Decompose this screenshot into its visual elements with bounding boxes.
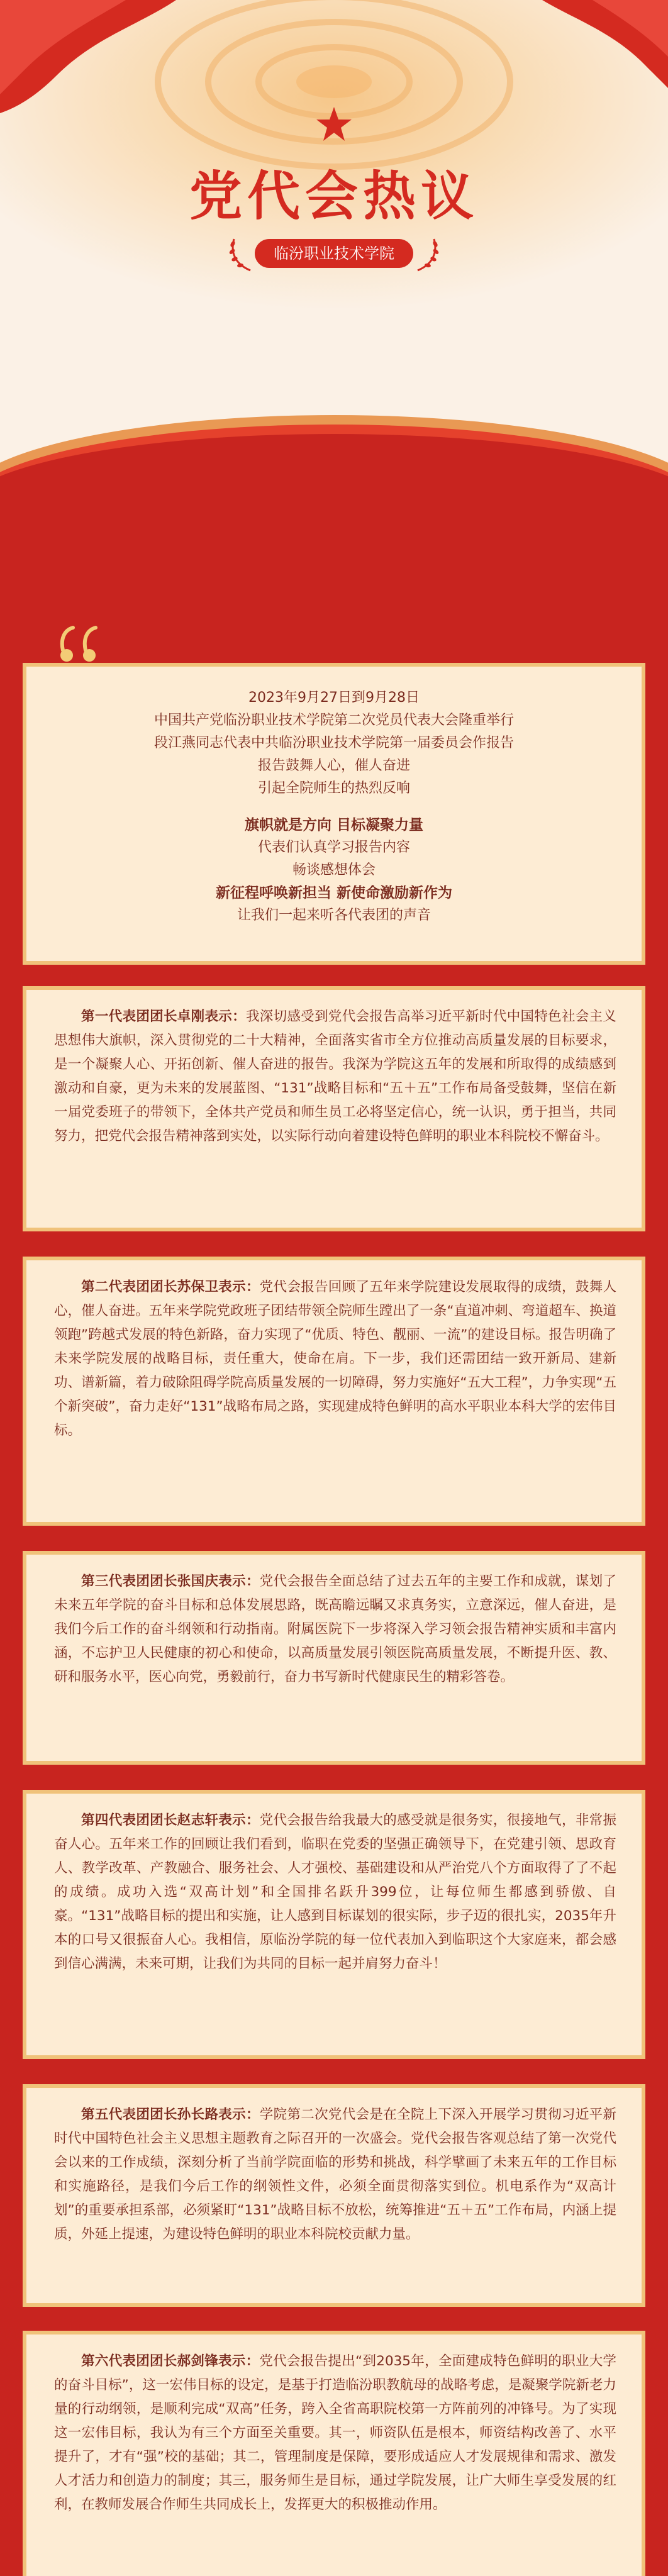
intro-line: 段江燕同志代表中共临汾职业技术学院第一届委员会作报告	[153, 735, 514, 751]
intro-line: 畅谈感想体会	[292, 862, 376, 878]
hero-banner	[0, 0, 668, 516]
intro-line: 让我们一起来听各代表团的声音	[237, 908, 431, 923]
page-title: 党代会热议	[189, 165, 479, 227]
intro-line: 报告鼓舞人心，催人奋进	[257, 758, 410, 774]
intro-line: 中国共产党临汾职业技术学院第二次党员代表大会隆重举行	[153, 713, 514, 728]
delegation-card-6	[23, 2331, 645, 2576]
intro-date: 2023年9月27日到9月28日	[248, 690, 420, 706]
speaker-name: 第一代表团团长卓刚表示：	[81, 1009, 246, 1024]
speaker-statement: 党代会报告全面总结了过去五年的主要工作和成就，谋划了未来五年学院的奋斗目标和总体发展思路，既高瞻远瞩又求真务实，立意深远，催人奋进，是我们今后工作的奋斗纲领和行动指南。附属医院下一步将深入学习领会报告精神实质和丰富内涵，不忘护卫人民健康的初心和使命，以高质量发展引领医院高质量发展，不断提升医、教、研和服务水平，医心向党，勇毅前行，奋力书写新时代健康民生的精彩答卷。	[54, 1574, 616, 1685]
intro-line: 代表们认真学习报告内容	[257, 840, 410, 855]
star-icon	[315, 106, 353, 143]
speaker-statement: 党代会报告给我最大的感受就是很务实，很接地气，非常振奋人心。五年来工作的回顾让我们看到，临职在党委的坚强正确领导下，在党建引领、思政育人、教学改革、产教融合、服务社会、人才强校、基础建设和从严治党八个方面取得了了不起的成绩。成功入选“双高计划”和全国排名跃升399位，让每位师生都感到骄傲、自豪。“131”战略目标的提出和实施，让人感到目标谋划的很实际，步子迈的很扎实，2035年升本的口号又很振奋人心。我相信，原临汾学院的每一位代表加入到临职这个大家庭来，都会感到信心满满，未来可期，让我们为共同的目标一起并肩努力奋斗！	[54, 1813, 616, 1972]
laurel-right-icon	[414, 235, 442, 273]
intro-line: 引起全院师生的热烈反响	[257, 780, 410, 796]
speaker-name: 第五代表团团长孙长路表示：	[81, 2107, 260, 2123]
intro-slogan: 旗帜就是方向 目标凝聚力量	[244, 817, 423, 833]
speaker-name: 第四代表团团长赵志轩表示：	[81, 1813, 260, 1828]
college-badge	[226, 233, 442, 277]
speaker-statement: 学院第二次党代会是在全院上下深入开展学习贯彻习近平新时代中国特色社会主义思想主题教育之际召开的一次盛会。党代会报告客观总结了第一次党代会以来的工作成绩，深刻分析了当前学院面临的形势和挑战，科学擘画了未来五年的工作目标和实施路径，是我们今后工作的纲领性文件，必须全面贯彻落实到位。机电系作为“双高计划”的重要承担系部，必须紧盯“131”战略目标不放松，统筹推进“五＋五”工作布局，内涵上提质，外延上提速，为建设特色鲜明的职业本科院校贡献力量。	[54, 2107, 616, 2242]
laurel-left-icon	[226, 235, 254, 273]
speaker-name: 第六代表团团长郝剑锋表示：	[81, 2353, 260, 2369]
delegation-card-3	[23, 1551, 645, 1765]
flag-ribbon-left	[0, 0, 176, 113]
speaker-name: 第三代表团团长张国庆表示：	[81, 1574, 260, 1589]
intro-slogan: 新征程呼唤新担当 新使命激励新作为	[215, 885, 452, 901]
college-name: 临汾职业技术学院	[255, 239, 413, 268]
intro-box	[23, 663, 645, 965]
delegation-card-2	[23, 1257, 645, 1526]
delegation-card-1	[23, 986, 645, 1231]
speaker-statement: 党代会报告提出“到2035年，全面建成特色鲜明的职业大学的奋斗目标”，这一宏伟目标的设定，是基于打造临汾职教航母的战略考虑，是凝聚学院新老力量的行动纲领，是顺利完成“双高”任务，跨入全省高职院校第一方阵前列的冲锋号。为了实现这一宏伟目标，我认为有三个方面至关重要。其一，师资队伍是根本，师资结构改善了、水平提升了，才有“强”校的基础；其二，管理制度是保障，要形成适应人才发展规律和需求、激发人才活力和创造力的制度；其三，服务师生是目标，通过学院发展，让广大师生享受发展的红利，在教师发展合作师生共同成长上，发挥更大的积极推动作用。	[54, 2353, 616, 2512]
quote-mark-icon	[57, 623, 107, 667]
delegation-card-4	[23, 1790, 645, 2059]
delegation-card-5	[23, 2084, 645, 2307]
speaker-statement: 我深切感受到党代会报告高举习近平新时代中国特色社会主义思想伟大旗帜，深入贯彻党的二十大精神，全面落实省市全方位推动高质量发展的目标要求，是一个凝聚人心、开拓创新、催人奋进的报告。我深为学院这五年的发展和所取得的成绩感到激动和自豪，更为未来的发展蓝图、“131”战略目标和“五＋五”工作布局备受鼓舞，坚信在新一届党委班子的带领下，全体共产党员和师生员工必将坚定信心，统一认识，勇于担当，共同努力，把党代会报告精神落到实处，以实际行动向着建设特色鲜明的职业本科院校不懈奋斗。	[54, 1009, 616, 1144]
speaker-name: 第二代表团团长苏保卫表示：	[81, 1279, 260, 1295]
speaker-statement: 党代会报告回顾了五年来学院建设发展取得的成绩，鼓舞人心，催人奋进。五年来学院党政班子团结带领全院师生蹚出了一条“直道冲刺、弯道超车、换道领跑”跨越式发展的特色新路，奋力实现了“优质、特色、靓丽、一流”的建设目标。报告明确了未来学院发展的战略目标，责任重大，使命在肩。下一步，我们还需团结一致开新局、建新功、谱新篇，着力破除阻碍学院高质量发展的一切障碍，努力实施好“五大工程”，力争实现“五个新突破”，奋力走好“131”战略布局之路，实现建成特色鲜明的高水平职业本科大学的宏伟目标。	[54, 1279, 616, 1438]
flag-ribbon-right	[517, 0, 668, 88]
